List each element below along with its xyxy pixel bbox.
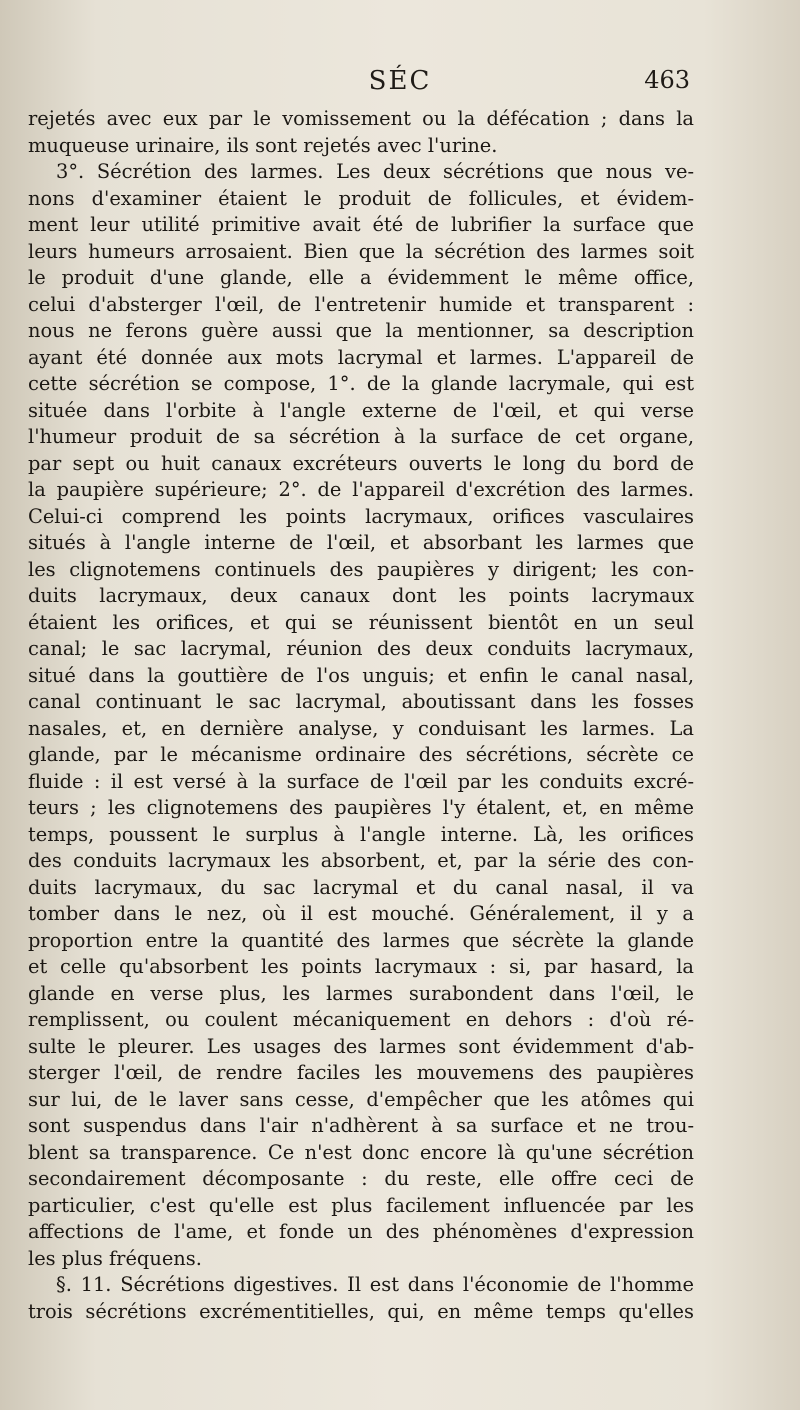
text-line: cette sécrétion se compose, 1°. de la glande lacrymale, qui est [28,372,694,395]
text-line: les clignotemens continuels des paupières y dirigent; les con- [28,557,694,581]
text-line: le produit d'une glande, elle a évidemment le même office, [28,266,694,289]
text-line: nasales, et, en dernière analyse, y conduisant les larmes. La [28,716,694,740]
text-line: leurs humeurs arrosaient. Bien que la sécrétion des larmes soit [28,239,694,263]
text-line: fluide : il est versé à la surface de l'œil par les conduits excré- [28,769,694,793]
text-line: celui d'absterger l'œil, de l'entretenir humide et transparent : [28,292,694,316]
text-line: ayant été donnée aux mots lacrymal et larmes. L'appareil de [28,345,694,369]
body-text [28,106,694,1325]
text-line: par sept ou huit canaux excréteurs ouverts le long du bord de [28,451,694,475]
text-line: Celui-ci comprend les points lacrymaux, orifices vasculaires [28,504,694,528]
text-line: secondairement décomposante : du reste, elle offre ceci de [28,1167,694,1190]
page-header [0,66,800,106]
text-line: situé dans la gouttière de l'os unguis; et enfin le canal nasal, [28,663,694,687]
text-line: les plus fréquens. [28,1246,202,1270]
text-line: nous ne ferons guère aussi que la mentionner, sa description [28,319,694,342]
text-line: glande en verse plus, les larmes surabondent dans l'œil, le [28,981,694,1005]
text-line: sterger l'œil, de rendre faciles les mouvemens des paupières [28,1061,694,1084]
text-line: et celle qu'absorbent les points lacrymaux : si, par hasard, la [28,955,694,978]
text-line: canal continuant le sac lacrymal, aboutissant dans les fosses [28,690,694,713]
running-head: SÉC [368,66,432,96]
text-line: sur lui, de le laver sans cesse, d'empêcher que les atômes qui [28,1087,694,1111]
text-line: proportion entre la quantité des larmes que sécrète la glande [28,928,694,952]
text-line: trois sécrétions excrémentitielles, qui, en même temps qu'elles [28,1299,694,1323]
text-line: ment leur utilité primitive avait été de lubrifier la surface que [28,213,694,236]
text-line: blent sa transparence. Ce n'est donc encore là qu'une sécrétion [28,1140,694,1164]
text-line: des conduits lacrymaux les absorbent, et, par la série des con- [28,849,694,872]
text-line: duits lacrymaux, deux canaux dont les points lacrymaux [28,584,694,607]
section-heading-line: §. 11. Sécrétions digestives. Il est dans l'économie de l'homme [56,1273,694,1296]
page-number: 463 [644,66,690,94]
text-line: temps, poussent le surplus à l'angle interne. Là, les orifices [28,822,694,846]
text-line: nons d'examiner étaient le produit de follicules, et évidem- [28,186,694,210]
text-line: muqueuse urinaire, ils sont rejetés avec l'urine. [28,133,498,157]
text-line: rejetés avec eux par le vomissement ou la défécation ; dans la [28,107,694,130]
text-line: tomber dans le nez, où il est mouché. Généralement, il y a [28,902,694,925]
section-heading-line: 3°. Sécrétion des larmes. Les deux sécrétions que nous ve- [56,160,694,183]
text-line: duits lacrymaux, du sac lacrymal et du canal nasal, il va [28,875,694,899]
text-line: sont suspendus dans l'air n'adhèrent à sa surface et ne trou- [28,1114,694,1137]
text-line: situés à l'angle interne de l'œil, et absorbant les larmes que [28,531,694,554]
text-line: sulte le pleurer. Les usages des larmes sont évidemment d'ab- [28,1034,694,1058]
text-line: la paupière supérieure; 2°. de l'appareil d'excrétion des larmes. [28,478,694,501]
text-line: remplissent, ou coulent mécaniquement en dehors : d'où ré- [28,1008,694,1031]
text-line: canal; le sac lacrymal, réunion des deux conduits lacrymaux, [28,637,694,660]
text-line: étaient les orifices, et qui se réunissent bientôt en un seul [28,610,694,634]
text-line: située dans l'orbite à l'angle externe de l'œil, et qui verse [28,398,694,422]
text-line: particulier, c'est qu'elle est plus facilement influencée par les [28,1193,694,1217]
text-line: affections de l'ame, et fonde un des phénomènes d'expression [28,1220,694,1243]
text-line: glande, par le mécanisme ordinaire des sécrétions, sécrète ce [28,743,694,766]
text-line: teurs ; les clignotemens des paupières l'y étalent, et, en même [28,796,694,819]
text-line: l'humeur produit de sa sécrétion à la surface de cet organe, [28,425,694,448]
